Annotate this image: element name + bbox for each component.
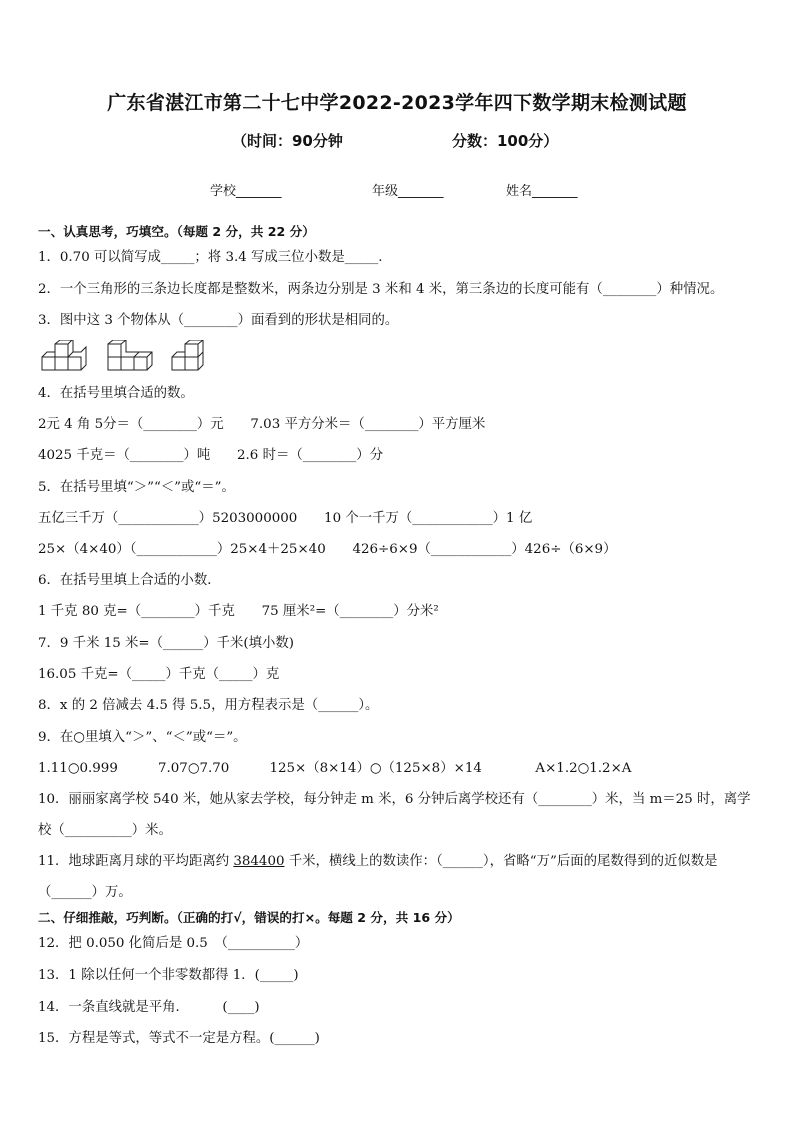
question-8: 8．x 的 2 倍减去 4.5 得 5.5，用方程表示是（______）。 (38, 698, 379, 713)
question-6: 6．在括号里填上合适的小数． (38, 573, 221, 588)
question-5-part-a: 五亿三千万（____________）5203000000 10 个一千万（____________）1 亿 (38, 511, 533, 526)
question-7-part-b: 16.05 千克=（_____）千克（_____）克 (38, 667, 280, 682)
q11-underlined-number: 384400 (233, 854, 285, 869)
question-5: 5．在括号里填“＞”“＜”或“＝”。 (38, 480, 235, 495)
name-field: 姓名_______ (506, 184, 578, 199)
q11-prefix: 11．地球距离月球的平均距离约 (38, 854, 234, 869)
cube-figure-1 (42, 340, 86, 370)
section-heading-1: 一、认真思考，巧填空。（每题 2 分，共 22 分） (38, 224, 315, 239)
question-4: 4．在括号里填合适的数。 (38, 386, 194, 401)
question-12: 12．把 0.050 化简后是 0.5 （__________） (38, 936, 309, 951)
question-5-part-b: 25×（4×40）（____________）25×4＋25×40 426÷6×9（____________）426÷（6×9） (38, 542, 617, 557)
question-11-line-2: （______）万。 (38, 885, 132, 900)
school-field: 学校_______ (210, 184, 282, 199)
question-3: 3．图中这 3 个物体从（________）面看到的形状是相同的。 (38, 313, 399, 328)
section-heading-2: 二、仔细推敲，巧判断。（正确的打√，错误的打×。每题 2 分，共 16 分） (38, 910, 460, 925)
question-11-line-1 (38, 852, 764, 872)
cube-figures (40, 340, 220, 374)
question-10-line-1: 10．丽丽家离学校 540 米，她从家去学校，每分钟走 m 米，6 分钟后离学校还有（________）米，当 m＝25 时，离学 (38, 792, 751, 807)
question-7: 7．9 千米 15 米=（______）千米(填小数) (38, 636, 294, 651)
grade-field: 年级_______ (372, 184, 444, 199)
question-13: 13．1 除以任何一个非零数都得 1．(_____) (38, 968, 299, 983)
cube-figure-2 (108, 340, 152, 370)
question-15: 15．方程是等式，等式不一定是方程。(______) (38, 1031, 320, 1046)
question-14: 14．一条直线就是平角． (____) (38, 1000, 260, 1015)
exam-score: 分数：100分） (452, 132, 559, 150)
question-2: 2．一个三角形的三条边长度都是整数米，两条边分别是 3 米和 4 米，第三条边的长度可能有（________）种情况。 (38, 282, 724, 297)
question-1: 1．0.70 可以简写成_____；将 3.4 写成三位小数是_____. (38, 250, 383, 265)
question-9: 9．在○里填入“＞”、“＜”或“＝”。 (38, 730, 247, 745)
question-6-part-a: 1 千克 80 克=（________）千克 75 厘米²=（________）分米² (38, 604, 439, 619)
question-9-part-a: 1.11○0.999 7.07○7.70 125×（8×14）○（125×8）×14 A×1.2○1.2×A (38, 761, 632, 776)
question-4-part-b: 4025 千克＝（________）吨 2.6 时＝（________）分 (38, 448, 384, 463)
question-10-line-2: 校（__________）米。 (38, 823, 172, 838)
q11-suffix: 千米，横线上的数读作：（______），省略“万”后面的尾数得到的近似数是 (284, 854, 718, 869)
cube-figure-3 (172, 340, 203, 370)
question-4-part-a: 2元 4 角 5分＝（________）元 7.03 平方分米＝（________）平方厘米 (38, 417, 486, 432)
page-title: 广东省湛江市第二十七中学2022-2023学年四下数学期末检测试题 (107, 92, 687, 114)
exam-time: （时间：90分钟 (232, 132, 343, 150)
